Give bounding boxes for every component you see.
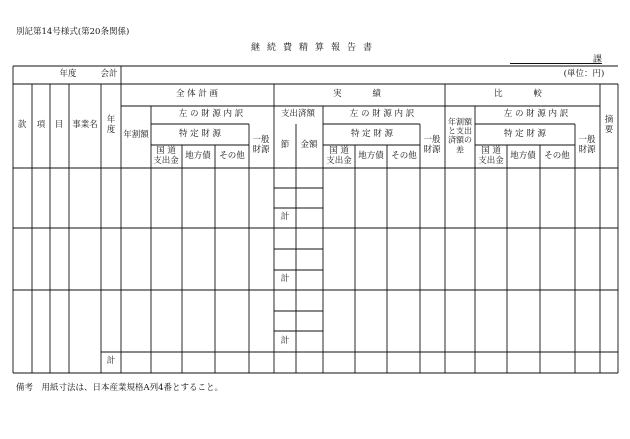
form-title: 継続費精算報告書	[250, 43, 379, 53]
results-funding-breakdown: 左 の 財 源 内 訳	[349, 109, 415, 120]
comparison-local-bonds: 地方債	[510, 151, 536, 162]
comparison-general-funds: 一般財源	[578, 135, 596, 155]
header-kou: 項	[36, 120, 46, 131]
results-specific-funds: 特 定 財 源	[350, 129, 394, 140]
plan-local-bonds: 地方債	[185, 151, 211, 162]
plan-specific-funds: 特 定 財 源	[178, 129, 222, 140]
header-moku: 目	[54, 120, 64, 131]
results-general-funds: 一般財源	[423, 135, 441, 155]
total-label: 計	[106, 356, 116, 367]
plan-general-funds: 一般財源	[252, 135, 270, 155]
header-overall-plan: 全 体 計 画	[175, 89, 219, 100]
header-results: 実 績	[333, 89, 395, 100]
comparison-difference: 年割額と支出済額の差	[448, 117, 472, 155]
plan-others: その他	[219, 151, 245, 162]
subtotal-label: 計	[280, 336, 290, 347]
footnote: 備考 用紙寸法は、日本産業規格A列4番とすること。	[16, 383, 224, 393]
results-section: 節	[280, 140, 290, 151]
form-caption: 別記第14号様式(第20条関係)	[16, 27, 130, 37]
year-label: 年度	[59, 69, 77, 80]
results-national-subsidy: 国 道 支出金	[326, 146, 352, 166]
results-others: その他	[391, 151, 417, 162]
account-label: 会計	[100, 69, 118, 80]
plan-national-subsidy: 国 道 支出金	[153, 146, 179, 166]
results-local-bonds: 地方債	[358, 151, 384, 162]
header-kan: 款	[17, 120, 27, 131]
plan-funding-breakdown: 左 の 財 源 内 訳	[178, 109, 244, 120]
comparison-specific-funds: 特 定 財 源	[503, 129, 547, 140]
unit-label: (単位：円)	[563, 69, 605, 80]
subtotal-label: 計	[280, 212, 290, 223]
header-project: 事業名	[72, 120, 98, 131]
comparison-others: その他	[544, 151, 570, 162]
results-expenditure-settled: 支出済額	[280, 109, 316, 120]
comparison-funding-breakdown: 左 の 財 源 内 訳	[503, 109, 569, 120]
results-amount: 金額	[300, 140, 318, 151]
comparison-national-subsidy: 国 道 支出金	[478, 146, 504, 166]
header-fiscal-year: 年度	[106, 115, 116, 135]
department-field: 課	[510, 52, 602, 64]
header-comparison: 比 較	[494, 89, 556, 100]
plan-annual-amount: 年割額	[123, 130, 149, 141]
header-remarks: 摘要	[604, 115, 614, 135]
subtotal-label: 計	[280, 274, 290, 285]
